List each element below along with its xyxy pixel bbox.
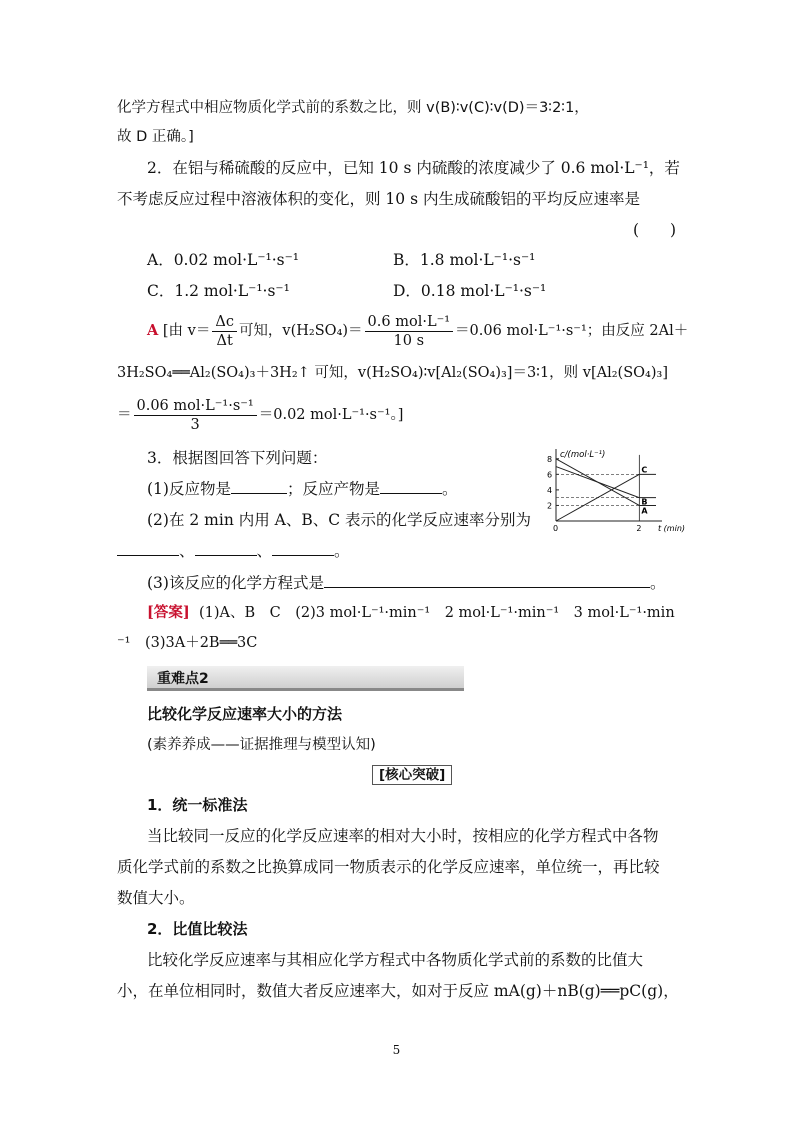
concentration-time-chart — [540, 445, 686, 537]
frac-den: 10 s — [393, 332, 425, 349]
frac-num: 0.06 mol·L⁻¹·s⁻¹ — [134, 397, 257, 416]
series-label-b: B — [641, 497, 648, 507]
fraction-h2so4 — [365, 313, 454, 350]
q3-part-2-blanks — [117, 541, 350, 561]
q3-stem: 3．根据图回答下列问题： — [147, 449, 328, 467]
q3-p2-end: 。 — [334, 542, 350, 560]
y-tick-label: 4 — [547, 485, 553, 495]
method-1-title: 1．统一标准法 — [147, 796, 248, 814]
method-1-body-3: 数值大小。 — [117, 889, 195, 907]
frac-num: Δc — [212, 313, 237, 332]
section-badge — [147, 666, 464, 691]
q3-p1-c: 。 — [441, 480, 458, 498]
q2-answer-letter: A — [147, 322, 159, 339]
intro-line-1: 化学方程式中相应物质化学式前的系数之比，则 v(B)∶v(C)∶v(D)＝3∶2∶1， — [117, 100, 589, 116]
q2-solution-line-2: 3H₂SO₄══Al₂(SO₄)₃＋3H₂↑ 可知，v(H₂SO₄)∶v[Al₂(SO₄)₃]＝3∶1，则 v[Al₂(SO₄)₃] — [117, 365, 668, 381]
method-1-body-2: 质化学式前的系数之比换算成同一物质表示的化学反应速率，单位统一，再比较 — [117, 858, 660, 876]
q2-stem-line-2: 不考虑反应过程中溶液体积的变化，则 10 s 内生成硫酸铝的平均反应速率是 — [117, 190, 640, 208]
answer-blank[interactable] — [380, 479, 442, 494]
q2-answer-paren: ( ) — [633, 221, 677, 239]
q2-sol1-c: ＝0.06 mol·L⁻¹·s⁻¹；由反应 2Al＋ — [455, 323, 689, 339]
q2-sol1-a: [由 v＝ — [162, 323, 211, 339]
core-breakthrough-box: [核心突破] — [372, 765, 452, 785]
frac-num: 0.6 mol·L⁻¹ — [365, 313, 454, 332]
method-1-body-1: 当比较同一反应的化学反应速率的相对大小时，按相应的化学方程式中各物 — [147, 827, 659, 845]
series-label-a: A — [641, 506, 648, 516]
q2-stem-line-1: 2．在铝与稀硫酸的反应中，已知 10 s 内硫酸的浓度减少了 0.6 mol·L⁻¹，若 — [147, 159, 680, 177]
q3-p1-b: ；反应产物是 — [286, 480, 380, 498]
intro-line-2: 故 D 正确。] — [117, 129, 194, 145]
q3-part-1 — [147, 479, 458, 499]
q3-p2-sep: 、 — [256, 542, 273, 560]
answer-blank[interactable] — [117, 541, 179, 556]
q3-p1-a: (1)反应物是 — [147, 480, 231, 498]
q2-option-d: D．0.18 mol·L⁻¹·s⁻¹ — [393, 282, 547, 300]
q2-sol3-a: ＝ — [117, 407, 132, 423]
y-axis-label: c/(mol·L⁻¹) — [560, 450, 606, 460]
q2-sol3-b: ＝0.02 mol·L⁻¹·s⁻¹。] — [258, 407, 404, 423]
q3-answer-line-2: ⁻¹ (3)3A＋2B══3C — [117, 635, 258, 651]
answer-blank[interactable] — [195, 541, 257, 556]
q3-part-3 — [147, 573, 665, 593]
x-tick-label: 0 — [553, 524, 559, 533]
q2-solution-line-1 — [147, 312, 688, 350]
section-badge-label: 重难点2 — [157, 671, 209, 687]
fraction-al2so43 — [134, 397, 257, 434]
y-tick-label: 2 — [547, 501, 553, 511]
q2-option-c: C．1.2 mol·L⁻¹·s⁻¹ — [147, 282, 290, 300]
x-axis-label: t (min) — [658, 524, 686, 533]
method-2-body-1: 比较化学反应速率与其相应化学方程式中各物质化学式前的系数的比值大 — [147, 951, 644, 969]
y-tick-label: 8 — [547, 454, 553, 464]
q2-option-a: A．0.02 mol·L⁻¹·s⁻¹ — [147, 251, 300, 269]
q3-p3-a: (3)该反应的化学方程式是 — [147, 574, 324, 592]
answer-label: [答案] — [147, 604, 190, 621]
answer-blank[interactable] — [231, 479, 287, 494]
method-2-body-2: 小，在单位相同时，数值大者反应速率大，如对于反应 mA(g)＋nB(g)══pC(g)， — [117, 982, 679, 1000]
method-2-title: 2．比值比较法 — [147, 920, 248, 938]
q2-solution-line-3 — [117, 396, 403, 434]
q3-answer-line-1 — [147, 603, 675, 623]
fraction-dc-dt — [212, 313, 237, 350]
q3-p3-b: 。 — [649, 574, 666, 592]
section-title: 比较化学反应速率大小的方法 — [147, 705, 343, 723]
q3-p2-sep: 、 — [179, 542, 195, 560]
frac-den: 3 — [190, 416, 200, 433]
x-tick-label: 2 — [636, 524, 642, 533]
answer-blank[interactable] — [324, 573, 650, 588]
q2-sol1-b: 可知，v(H₂SO₄)＝ — [238, 323, 363, 339]
page-number: 5 — [392, 1043, 401, 1057]
y-tick-label: 6 — [547, 470, 553, 480]
section-subtitle: (素养养成——证据推理与模型认知) — [147, 737, 376, 753]
answer-blank[interactable] — [272, 541, 334, 556]
q3-part-2: (2)在 2 min 内用 A、B、C 表示的化学反应速率分别为 — [147, 511, 532, 529]
series-label-c: C — [641, 465, 648, 475]
frac-den: Δt — [216, 332, 233, 349]
q2-option-b: B．1.8 mol·L⁻¹·s⁻¹ — [393, 251, 536, 269]
q3-answer-text: (1)A、B C (2)3 mol·L⁻¹·min⁻¹ 2 mol·L⁻¹·min⁻¹ 3 mol·L⁻¹·min — [198, 605, 675, 621]
